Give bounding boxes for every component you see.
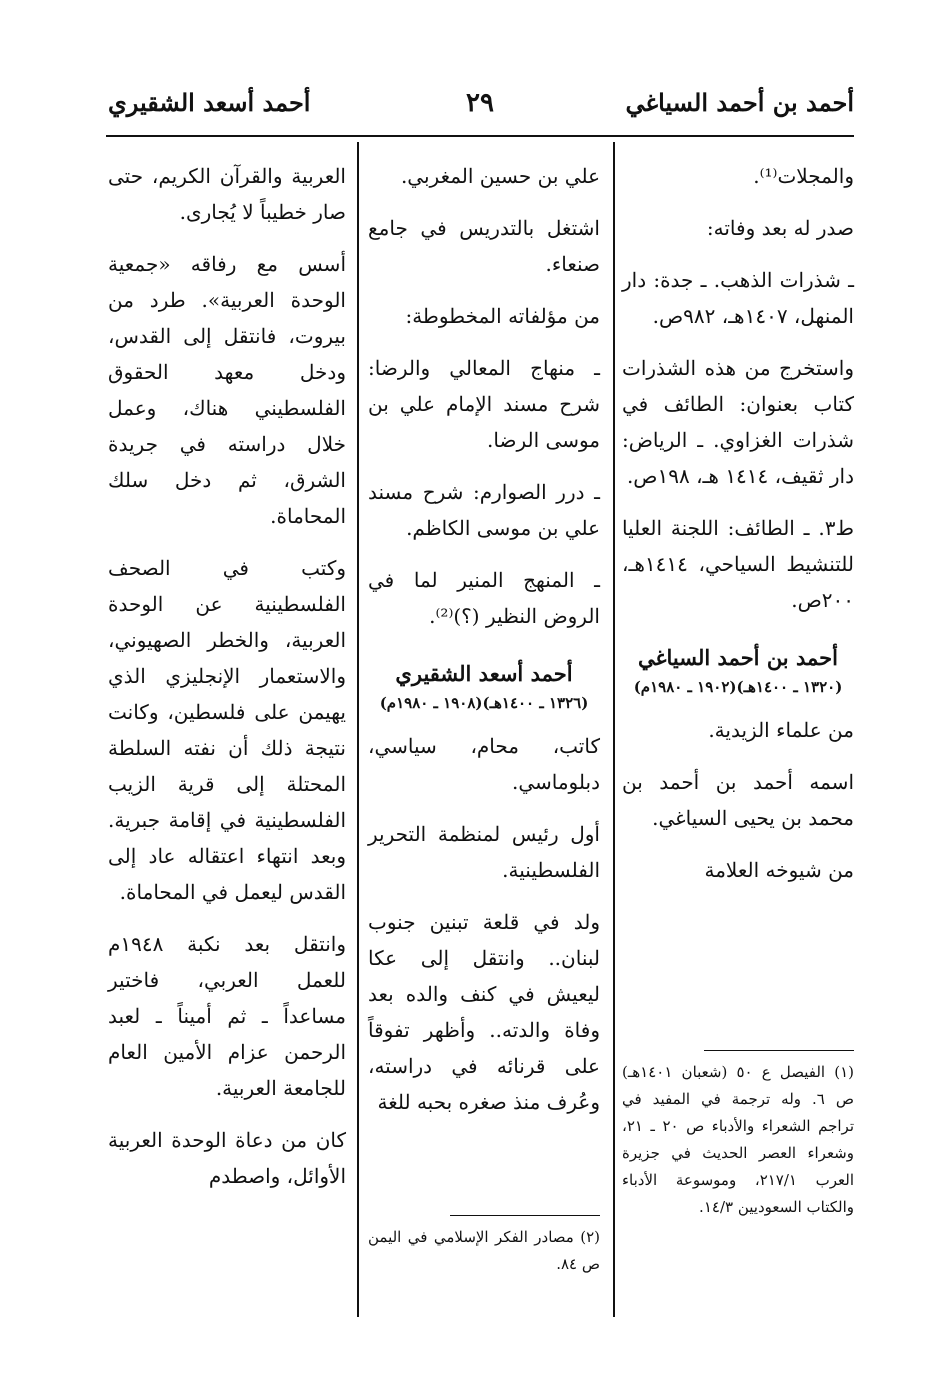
paragraph: أسس مع رفاقه «جمعية الوحدة العربية». طرد من بيروت، فانتقل إلى القدس، ودخل معهد الحقوق الفلسطيني هناك، وعمل خلال دراسته في جريدة الشرق، ثم دخل سلك المحاماة.: [108, 252, 346, 528]
column-left: [108, 158, 346, 1210]
paragraph: اشتغل بالتدريس في جامع صنعاء.: [368, 216, 600, 276]
biography-heading: أحمد أسعد الشقيري: [395, 661, 573, 686]
footnote-rule: [704, 1050, 854, 1051]
biography-heading: أحمد بن أحمد السياغي: [638, 645, 838, 670]
paragraph: ـ المنهج المنير لما في الروض النظير (؟)⁽²⁾.: [368, 568, 600, 628]
column-divider-left: [357, 142, 359, 1317]
paragraph: ـ شذرات الذهب. ـ جدة: دار المنهل، ١٤٠٧هـ، ٩٨٢ص.: [622, 268, 854, 328]
footnote: (٢) مصادر الفكر الإسلامي في اليمن ص ٨٤.: [368, 1228, 600, 1273]
paragraph: والمجلات⁽¹⁾.: [753, 164, 854, 188]
paragraph: ـ درر الصوارم: شرح مسند علي بن موسى الكاظم.: [368, 480, 600, 540]
paragraph: العربية والقرآن الكريم، حتى صار خطيباً لا يُجارى.: [108, 164, 346, 224]
page-number: ٢٩: [466, 88, 494, 118]
footnote: (١) الفيصل ع ٥٠ (شعبان ١٤٠١هـ) ص ٦. وله ترجمة في المفيد في تراجم الشعراء والأدباء ص ٢٠ ـ ٢١، وشعراء العصر الحديث في جزيرة العرب ٢١٧/١، وموسوعة الأدباء والكتاب السعوديين ١٤/٣.: [622, 1063, 855, 1216]
paragraph: صدر له بعد وفاته:: [706, 216, 854, 240]
column-divider-right: [613, 142, 615, 1317]
footnote-rule: [450, 1215, 600, 1216]
paragraph: اسمه أحمد بن أحمد بن محمد بن يحيى السياغي.: [622, 770, 854, 830]
header-rule: [106, 135, 854, 137]
paragraph: علي بن حسين المغربي.: [400, 164, 600, 188]
paragraph: من مؤلفاته المخطوطة:: [405, 304, 600, 328]
paragraph: من علماء الزيدية.: [708, 718, 854, 742]
paragraph: ـ منهاج المعالي والرضا: شرح مسند الإمام علي بن موسى الرضا.: [368, 356, 600, 452]
column-right: [622, 158, 854, 904]
paragraph: من شيوخه العلامة: [704, 858, 854, 882]
paragraph: وكتب في الصحف الفلسطينية عن الوحدة العربية، والخطر الصهيوني، والاستعمار الإنجليزي الذي يهيمن على فلسطين، وكانت نتيجة ذلك أن نفته السلطة المحتلة إلى قرية الزيب الفلسطينية في إقامة جبرية. وبعد انتهاء اعتقاله عاد إلى القدس ليعمل في المحاماة.: [108, 556, 346, 904]
footnote-block-middle: [368, 1215, 600, 1278]
paragraph: ط٣. ـ الطائف: اللجنة العليا للتنشيط السياحي، ١٤١٤هـ، ٢٠٠ص.: [622, 516, 854, 612]
paragraph: واستخرج من هذه الشذرات كتاب بعنوان: الطائف في شذرات الغزاوي. ـ الرياض: دار ثقيف، ١٤١٤ هـ، ١٩٨ص.: [622, 356, 854, 488]
footnote-block-right: [622, 1050, 854, 1221]
paragraph: أول رئيس لمنظمة التحرير الفلسطينية.: [368, 822, 600, 882]
paragraph: كاتب، محام، سياسي، دبلوماسي.: [368, 734, 600, 794]
paragraph: وانتقل بعد نكبة ١٩٤٨م للعمل العربي، فاختير مساعداً ـ ثم أميناً ـ لعبد الرحمن عزام الأمين العام للجامعة العربية.: [108, 932, 346, 1100]
running-header-left: أحمد أسعد الشقيري: [108, 88, 311, 117]
biography-dates: (١٣٢٦ ـ ١٤٠٠هـ)(١٩٠٨ ـ ١٩٨٠م): [379, 694, 589, 712]
paragraph: ولد في قلعة تبنين جنوب لبنان.. وانتقل إلى عكا ليعيش في كنف والده بعد وفاة والدته.. وأظهر تفوقاً على قرنائه في دراسته، وعُرف منذ صغره بحبه للغة: [368, 910, 600, 1114]
paragraph: كان من دعاة الوحدة العربية الأوائل، واصطدم: [108, 1128, 346, 1188]
column-middle: [368, 158, 600, 1136]
biography-dates: (١٣٢٠ ـ ١٤٠٠هـ)(١٩٠٢ ـ ١٩٨٠م): [633, 678, 843, 696]
running-header-right: أحمد بن أحمد السياغي: [625, 88, 854, 117]
